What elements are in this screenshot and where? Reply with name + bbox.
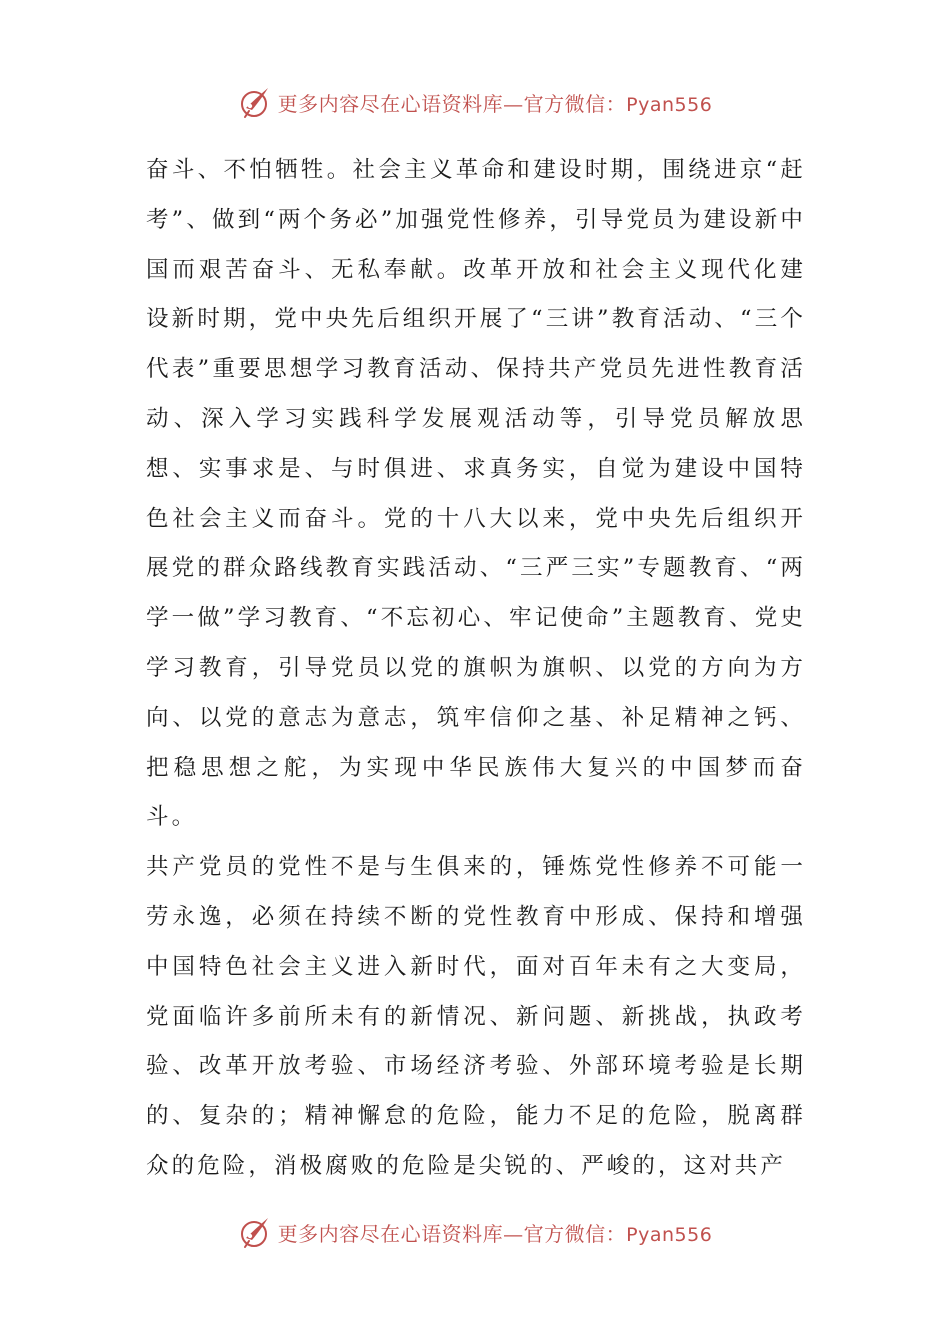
- quill-pen-logo-icon: [238, 1214, 274, 1250]
- paragraph-1: 奋斗、不怕牺牲。社会主义革命和建设时期，围绕进京“赶考”、做到“两个务必”加强党性修养，引导党员为建设新中国而艰苦奋斗、无私奉献。改革开放和社会主义现代化建设新时期，党中央先后组织开展了“三讲”教育活动、“三个代表”重要思想学习教育活动、保持共产党员先进性教育活动、深入学习实践科学发展观活动等，引导党员解放思想、实事求是、与时俱进、求真务实，自觉为建设中国特色社会主义而奋斗。党的十八大以来，党中央先后组织开展党的群众路线教育实践活动、“三严三实”专题教育、“两学一做”学习教育、“不忘初心、牢记使命”主题教育、党史学习教育，引导党员以党的旗帜为旗帜、以党的方向为方向、以党的意志为意志，筑牢信仰之基、补足精神之钙、把稳思想之舵，为实现中华民族伟大复兴的中国梦而奋斗。: [146, 157, 806, 831]
- document-body: [146, 146, 806, 1192]
- paragraph-2: 共产党员的党性不是与生俱来的，锤炼党性修养不可能一劳永逸，必须在持续不断的党性教育中形成、保持和增强中国特色社会主义进入新时代，面对百年未有之大变局，党面临许多前所未有的新情况、新问题、新挑战，执政考验、改革开放考验、市场经济考验、外部环境考验是长期的、复杂的；精神懈怠的危险，能力不足的危险，脱离群众的危险，消极腐败的危险是尖锐的、严峻的，这对共产: [146, 854, 806, 1179]
- footer-wechat-handle: Pyan556: [626, 1223, 713, 1246]
- header-wechat-handle: Pyan556: [626, 93, 713, 116]
- header-banner: [0, 82, 950, 122]
- header-banner-label: 更多内容尽在心语资料库—官方微信：: [277, 91, 627, 116]
- footer-banner-text: [278, 1218, 713, 1247]
- header-banner-text: [278, 88, 713, 117]
- footer-banner: [0, 1212, 950, 1252]
- footer-banner-label: 更多内容尽在心语资料库—官方微信：: [277, 1221, 627, 1246]
- quill-pen-logo-icon: [238, 84, 274, 120]
